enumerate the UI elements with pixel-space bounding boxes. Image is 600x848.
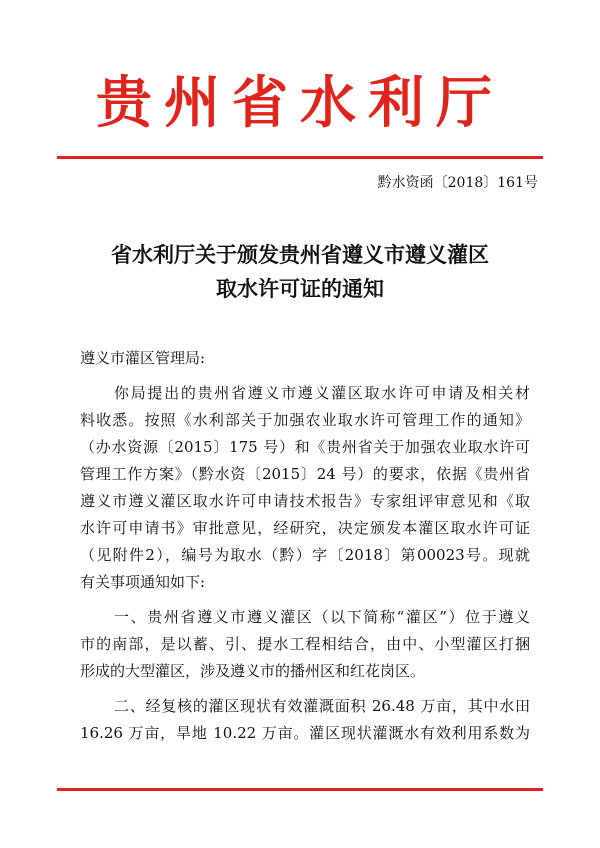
paragraph-line: 遵义市遵义灌区取水许可申请技术报告》专家组评审意见和《取 [80, 492, 530, 510]
paragraph-line: 一、贵州省遵义市遵义灌区（以下简称“灌区”）位于遵义 [114, 608, 530, 626]
document-title-line-2: 取水许可证的通知 [216, 276, 384, 301]
recipient: 遵义市灌区管理局: [80, 349, 206, 367]
paragraph-line: 料收悉。按照《水利部关于加强农业取水许可管理工作的通知》 [80, 411, 530, 429]
paragraph-line: 你局提出的贵州省遵义市遵义灌区取水许可申请及相关材 [114, 384, 530, 402]
paragraph-line: （见附件2），编号为取水（黔）字〔2018〕第00023号。现就 [80, 546, 530, 564]
paragraph-line: 水许可申请书》审批意见，经研究，决定颁发本灌区取水许可证 [80, 519, 530, 537]
paragraph-line: 形成的大型灌区，涉及遵义市的播州区和红花岗区。 [80, 662, 426, 680]
paragraph-line: 二、经复核的灌区现状有效灌溉面积 26.48 万亩，其中水田 [114, 697, 530, 715]
paragraph-line: 有关事项通知如下: [80, 573, 206, 591]
footer-divider [57, 788, 543, 791]
document-title-line-1: 省水利厅关于颁发贵州省遵义市遵义灌区 [111, 242, 489, 267]
paragraph-line: 市的南部，是以蓄、引、提水工程相结合，由中、小型灌区打捆 [80, 635, 530, 653]
document-number: 黔水资函〔2018〕161号 [377, 175, 538, 191]
paragraph-line: （办水资源〔2015〕175 号）和《贵州省关于加强农业取水许可 [80, 438, 530, 456]
paragraph-line: 管理工作方案》（黔水资〔2015〕24 号）的要求，依据《贵州省 [80, 465, 530, 483]
agency-name: 贵州省水利厅 [96, 70, 504, 136]
header-divider [57, 156, 543, 159]
paragraph-line: 16.26 万亩，旱地 10.22 万亩。灌区现状灌溉水有效利用系数为 [80, 724, 530, 742]
